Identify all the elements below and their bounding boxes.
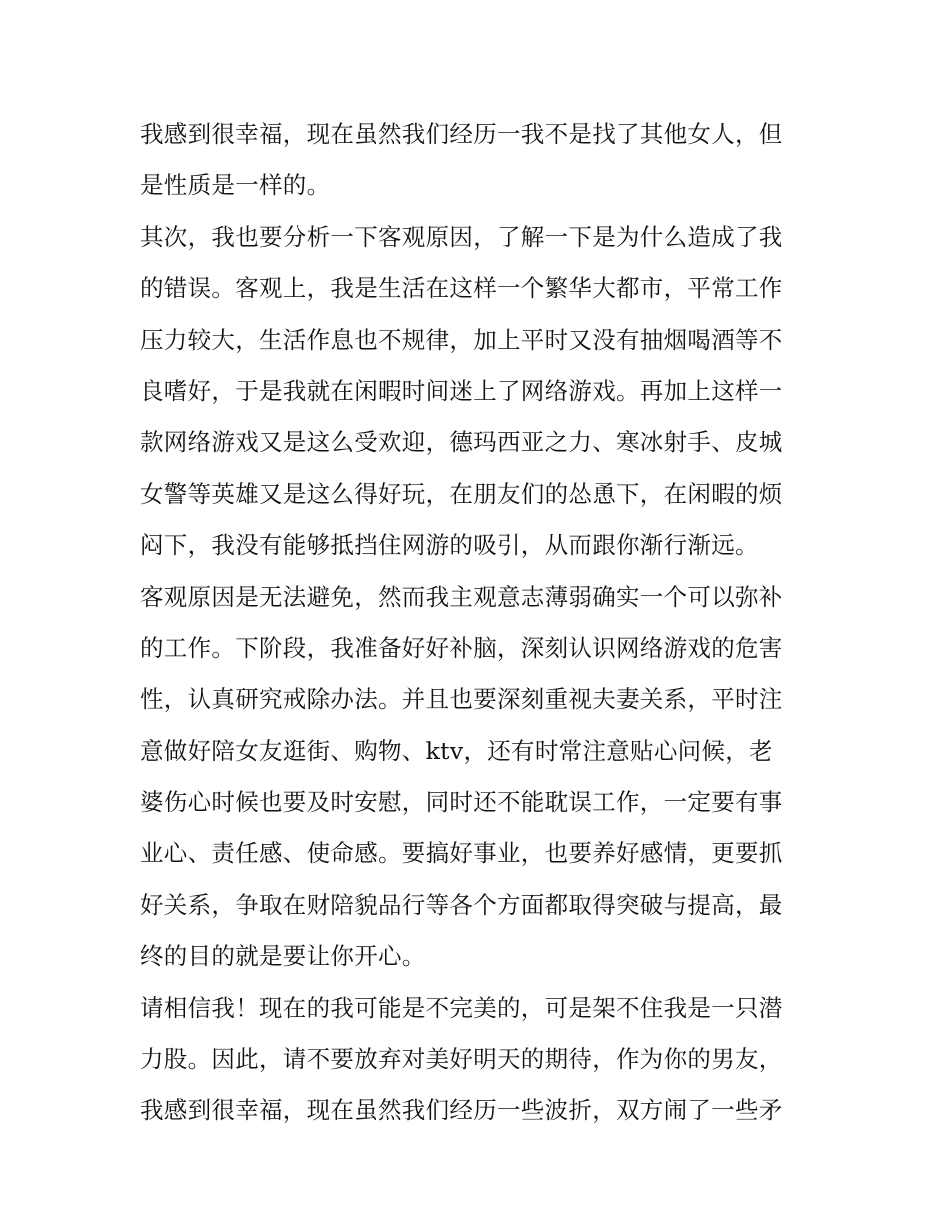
text-line: 闷下，我没有能够抵挡住网游的吸引，从而跟你渐行渐远。 bbox=[140, 531, 759, 560]
text-line: 压力较大，生活作息也不规律，加上平时又没有抽烟喝酒等不 bbox=[140, 325, 783, 354]
text-line: 力股。因此，请不要放弃对美好明天的期待，作为你的男友， bbox=[140, 1045, 783, 1074]
text-line: 我感到很幸福，现在虽然我们经历一我不是找了其他女人，但 bbox=[140, 120, 783, 148]
document-body bbox=[140, 109, 812, 1137]
text-line: 女警等英雄又是这么得好玩，在朋友们的怂恿下，在闲暇的烦 bbox=[140, 479, 783, 508]
text-line: 终的目的就是要让你开心。 bbox=[140, 942, 426, 971]
text-line: 我感到很幸福，现在虽然我们经历一些波折，双方闹了一些矛 bbox=[140, 1096, 783, 1125]
text-line: 请相信我！现在的我可能是不完美的，可是架不住我是一只潜 bbox=[140, 993, 783, 1022]
text-line: 款网络游戏又是这么受欢迎，德玛西亚之力、寒冰射手、皮城 bbox=[140, 428, 783, 457]
text-line: 业心、责任感、使命感。要搞好事业，也要养好感情，更要抓 bbox=[140, 839, 783, 868]
text-line: 婆伤心时候也要及时安慰，同时还不能耽误工作，一定要有事 bbox=[140, 788, 783, 817]
text-line: 良嗜好，于是我就在闲暇时间迷上了网络游戏。再加上这样一 bbox=[140, 376, 783, 405]
text-line: 好关系，争取在财陪貌品行等各个方面都取得突破与提高，最 bbox=[140, 890, 783, 919]
text-line: 客观原因是无法避免，然而我主观意志薄弱确实一个可以弥补 bbox=[140, 582, 783, 611]
text-line: 性，认真研究戒除办法。并且也要深刻重视夫妻关系，平时注 bbox=[140, 685, 783, 714]
text-line: 的错误。客观上，我是生活在这样一个繁华大都市，平常工作 bbox=[140, 274, 783, 303]
text-line: 其次，我也要分析一下客观原因，了解一下是为什么造成了我 bbox=[140, 222, 783, 251]
text-line: 是性质是一样的。 bbox=[140, 171, 331, 200]
text-line: 意做好陪女友逛街、购物、ktv，还有时常注意贴心问候，老 bbox=[140, 736, 773, 765]
text-line: 的工作。下阶段，我准备好好补脑，深刻认识网络游戏的危害 bbox=[140, 633, 783, 662]
